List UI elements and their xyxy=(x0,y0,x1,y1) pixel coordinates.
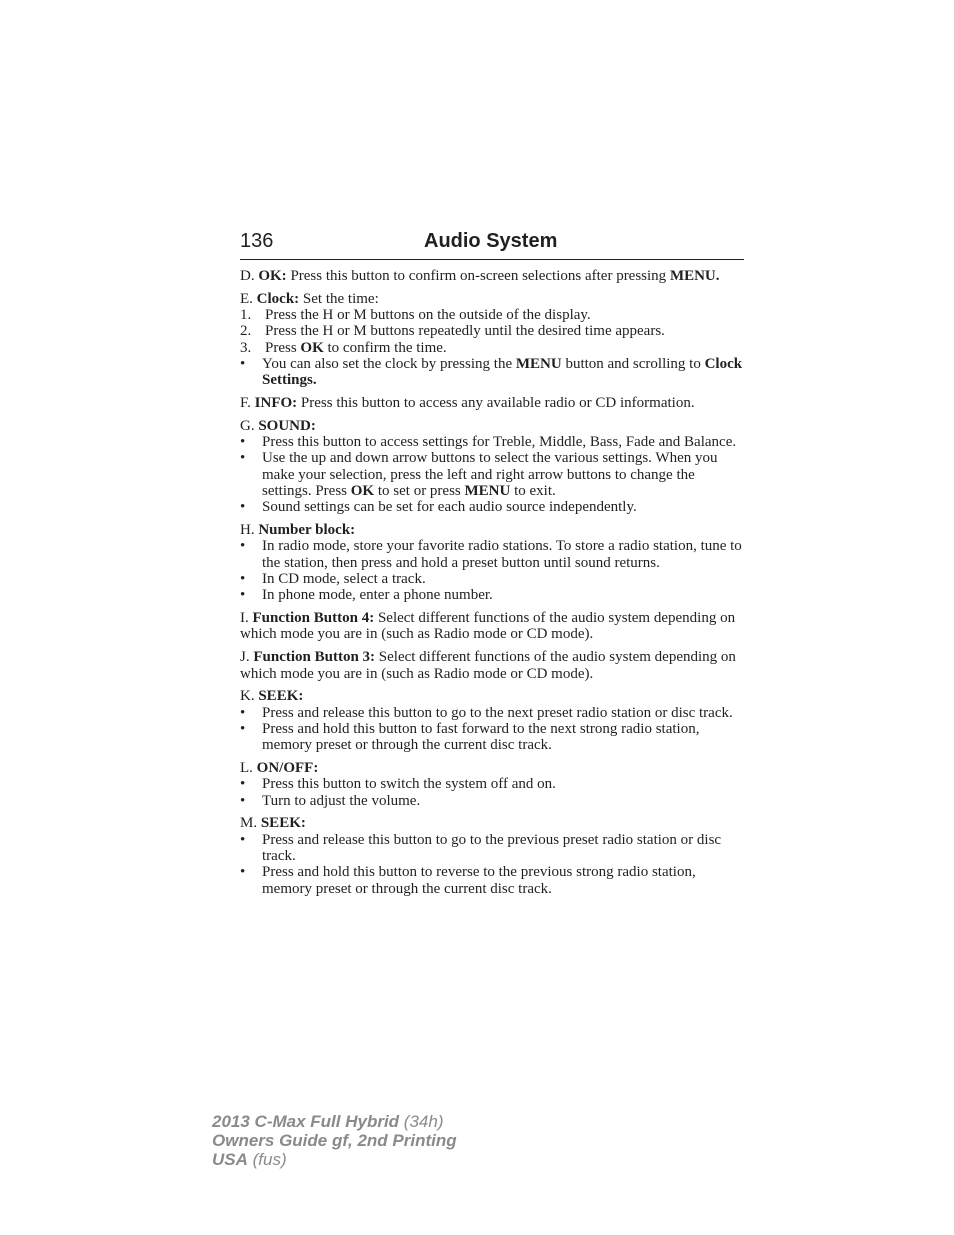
bullet-item xyxy=(240,499,746,515)
item-text: Set the time: xyxy=(302,290,379,307)
bullet-text: Press this button to switch the system off and on. xyxy=(262,776,556,793)
item-label: OK: xyxy=(258,268,287,284)
item-d xyxy=(240,268,746,284)
item-prefix: L. xyxy=(240,760,253,777)
item-prefix: D. xyxy=(240,268,255,284)
item-label: ON/OFF: xyxy=(256,760,319,777)
bullet-icon: • xyxy=(240,831,246,848)
step-3 xyxy=(240,340,746,356)
bullet-icon: • xyxy=(240,864,246,881)
step-text: Press the H or M buttons repeatedly until the desired time appears. xyxy=(265,323,665,340)
bullet-icon: • xyxy=(240,704,246,721)
bullet-item xyxy=(240,450,746,499)
bullet-text: Turn to adjust the volume. xyxy=(262,792,421,809)
item-e xyxy=(240,291,746,307)
item-k xyxy=(240,688,746,704)
bullet-text: Press and release this button to go to the previous preset radio station or disc track. xyxy=(262,831,722,864)
item-prefix: F. xyxy=(240,395,251,412)
step-number: 1. xyxy=(240,307,252,324)
footer-line-2: Owners Guide gf, 2nd Printing xyxy=(212,1131,457,1150)
page-number: 136 xyxy=(240,230,274,252)
bullet-text: Press and release this button to go to the next preset radio station or disc track. xyxy=(262,704,733,721)
item-f xyxy=(240,395,746,411)
item-prefix: H. xyxy=(240,522,255,539)
bullet-icon: • xyxy=(240,571,246,588)
bullet-text: Press this button to access settings for Treble, Middle, Bass, Fade and Balance. xyxy=(262,434,737,451)
item-label: Clock: xyxy=(256,290,300,307)
bullet-text: In CD mode, select a track. xyxy=(262,571,426,588)
item-label: Function Button 3: xyxy=(253,649,376,666)
item-prefix: M. xyxy=(240,815,258,832)
bullet-icon: • xyxy=(240,499,246,516)
bullet-item xyxy=(240,864,746,897)
bullet-text: Press and hold this button to reverse to the previous strong radio station, memory preset or through the current disc track. xyxy=(262,864,696,897)
bullet-item xyxy=(240,356,746,389)
bullet-item xyxy=(240,538,746,571)
bullet-icon: • xyxy=(240,792,246,809)
item-label: SEEK: xyxy=(258,688,304,705)
item-prefix: K. xyxy=(240,688,255,705)
item-m xyxy=(240,815,746,831)
menu-term: MENU. xyxy=(669,268,720,284)
bullet-item xyxy=(240,587,746,603)
bullet-icon: • xyxy=(240,434,246,451)
bullet-icon: • xyxy=(240,776,246,793)
bullet-icon: • xyxy=(240,720,246,737)
item-prefix: E. xyxy=(240,290,253,307)
step-2 xyxy=(240,323,746,339)
item-label: SOUND: xyxy=(258,417,316,434)
bullet-item xyxy=(240,721,746,754)
item-l xyxy=(240,760,746,776)
bullet-text: You can also set the clock by pressing the MENU button and scrolling to Clock Settings. xyxy=(262,355,743,389)
bullet-text: Use the up and down arrow buttons to select the various settings. When you make your selection, press the left and right arrow buttons to change the settings. Press OK to set or press MENU to exit. xyxy=(262,450,718,500)
bullet-icon: • xyxy=(240,355,246,372)
page-header xyxy=(240,229,744,260)
bullet-item xyxy=(240,571,746,587)
item-label: SEEK: xyxy=(260,815,306,832)
page-content xyxy=(240,268,746,897)
page-title: Audio System xyxy=(424,230,558,252)
item-text: Select different functions of the audio system depending on which mode you are in (such as Radio mode or CD mode). xyxy=(240,610,736,643)
item-text: Press this button to confirm on-screen selections after pressing xyxy=(290,268,667,284)
item-label: Number block: xyxy=(258,522,356,539)
footer-line-3: USA (fus) xyxy=(212,1150,287,1169)
item-prefix: J. xyxy=(240,649,250,666)
item-label: Function Button 4: xyxy=(252,610,375,627)
footer-line-1: 2013 C-Max Full Hybrid (34h) xyxy=(212,1112,444,1131)
item-text: Select different functions of the audio system depending on which mode you are in (such as Radio mode or CD mode). xyxy=(240,649,736,682)
step-number: 2. xyxy=(240,323,252,340)
bullet-text: In phone mode, enter a phone number. xyxy=(262,587,493,604)
step-1 xyxy=(240,307,746,323)
step-text: Press the H or M buttons on the outside of the display. xyxy=(265,307,591,324)
item-label: INFO: xyxy=(254,395,298,412)
bullet-item xyxy=(240,434,746,450)
item-j xyxy=(240,649,746,682)
bullet-icon: • xyxy=(240,587,246,604)
step-number: 3. xyxy=(240,339,252,356)
bullet-item xyxy=(240,705,746,721)
bullet-text: Sound settings can be set for each audio source independently. xyxy=(262,499,637,516)
page-footer xyxy=(212,1112,457,1169)
bullet-item xyxy=(240,776,746,792)
bullet-text: In radio mode, store your favorite radio stations. To store a radio station, tune to the station, then press and hold a preset button until sound returns. xyxy=(262,538,742,571)
item-g xyxy=(240,418,746,434)
bullet-icon: • xyxy=(240,450,246,467)
bullet-icon: • xyxy=(240,538,246,555)
bullet-item xyxy=(240,832,746,865)
item-prefix: I. xyxy=(240,610,249,627)
item-i xyxy=(240,610,746,643)
bullet-text: Press and hold this button to fast forward to the next strong radio station, memory preset or through the current disc track. xyxy=(262,720,700,754)
bullet-item xyxy=(240,793,746,809)
step-text: Press OK to confirm the time. xyxy=(265,339,447,356)
item-h xyxy=(240,522,746,538)
item-prefix: G. xyxy=(240,417,255,434)
item-text: Press this button to access any available radio or CD information. xyxy=(300,395,695,412)
